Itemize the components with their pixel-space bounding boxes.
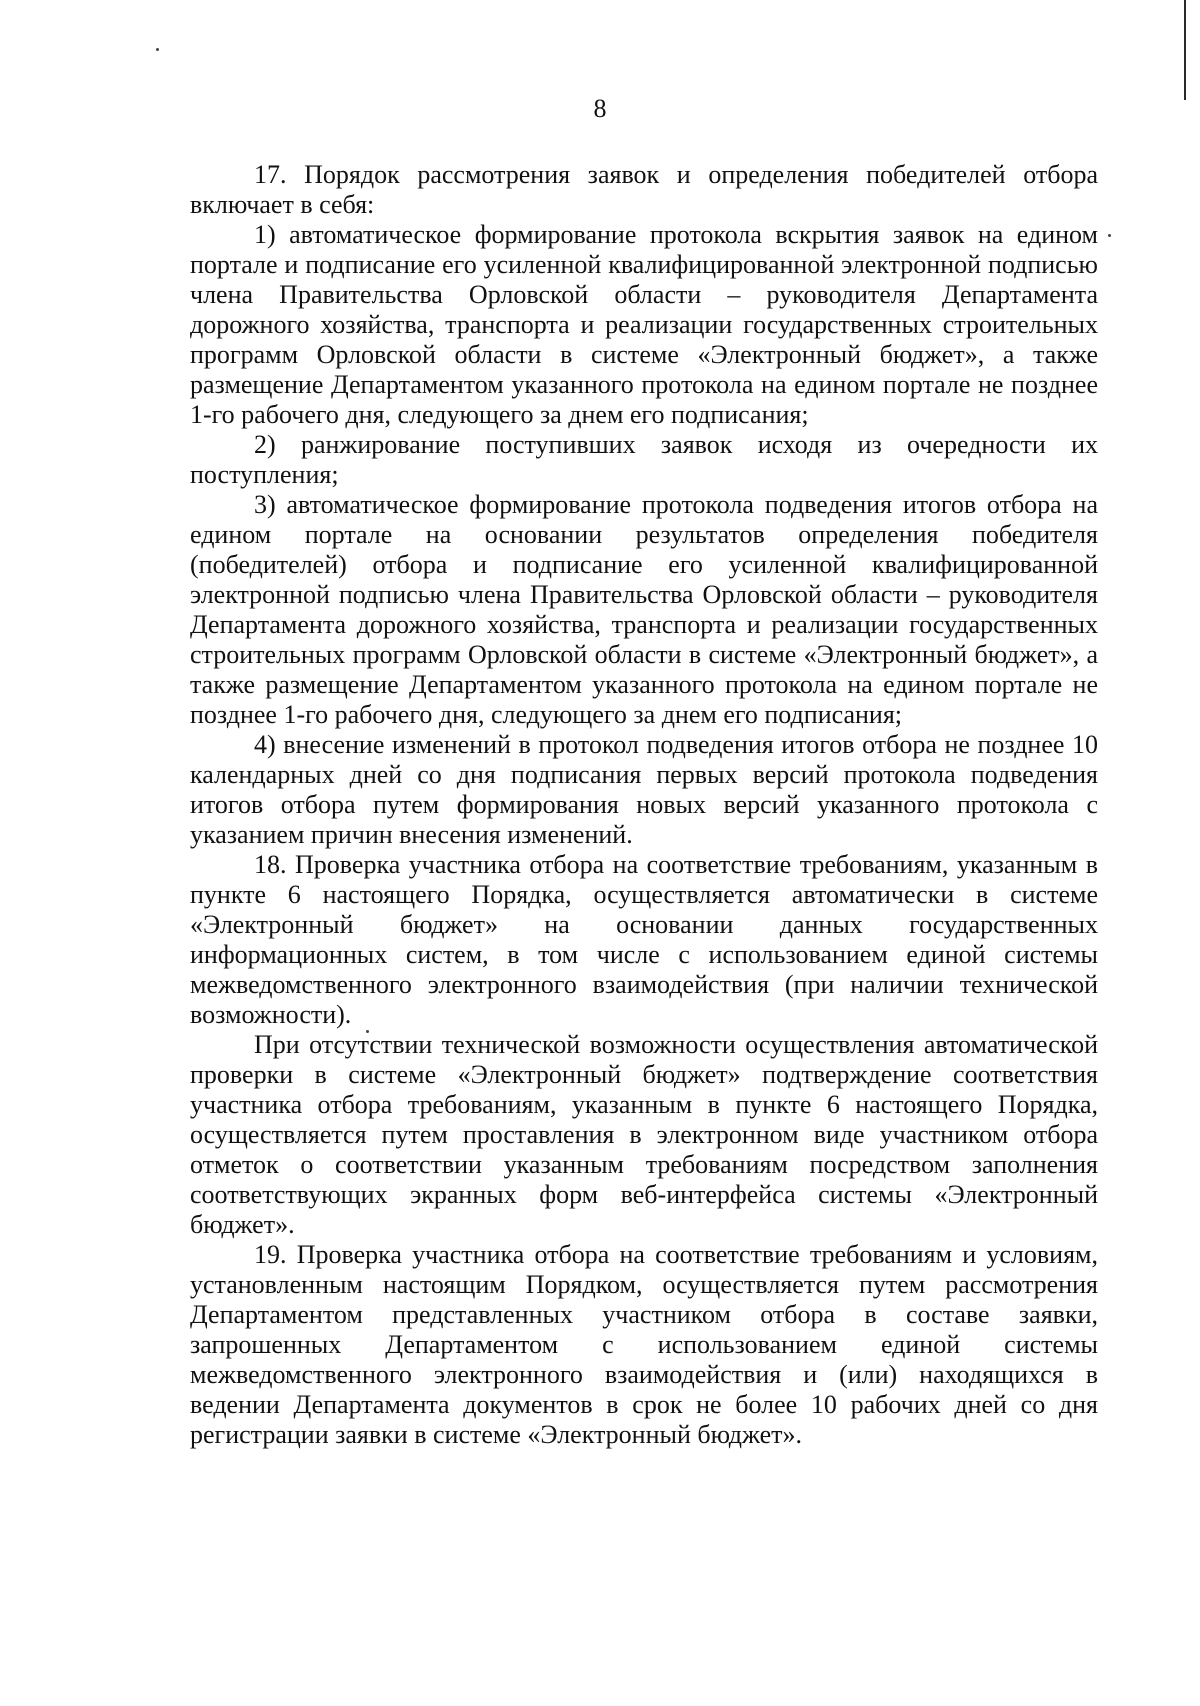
document-body — [190, 160, 1098, 1450]
paragraph-17-item-3: 3) автоматическое формирование протокола подведения итогов отбора на едином портале на основании результатов определения победителя (победителей) отбора и подписание его усиленной квалифицированной электронной подписью члена Правительства Орловской области – руководителя Департамента дорожного хозяйства, транспорта и реализации государственных строительных программ Орловской области в системе «Электронный бюджет», а также размещение Департаментом указанного протокола на едином портале не позднее 1-го рабочего дня, следующего за днем его подписания; — [190, 490, 1098, 729]
paragraph-17-item-4: 4) внесение изменений в протокол подведения итогов отбора не позднее 10 календарных дней со дня подписания первых версий протокола подведения итогов отбора путем формирования новых версий указанного протокола с указанием причин внесения изменений. — [190, 730, 1098, 849]
paragraph-17-item-2: 2) ранжирование поступивших заявок исходя из очередности их поступления; — [190, 430, 1098, 489]
scan-speck — [1108, 234, 1111, 237]
scan-edge-mark — [1184, 0, 1186, 100]
paragraph-17-item-1: 1) автоматическое формирование протокола вскрытия заявок на едином портале и подписание его усиленной квалифицированной электронной подписью члена Правительства Орловской области – руководителя Департамента дорожного хозяйства, транспорта и реализации государственных строительных программ Орловской области в системе «Электронный бюджет», а также размещение Департаментом указанного протокола на едином портале не позднее 1-го рабочего дня, следующего за днем его подписания; — [190, 220, 1098, 429]
paragraph-18: 18. Проверка участника отбора на соответствие требованиям, указанным в пункте 6 настоящего Порядка, осуществляется автоматически в системе «Электронный бюджет» на основании данных государственных информационных систем, в том числе с использованием единой системы межведомственного электронного взаимодействия (при наличии технической возможности). — [190, 850, 1098, 1029]
scan-speck — [156, 48, 159, 51]
paragraph-17: 17. Порядок рассмотрения заявок и определения победителей отбора включает в себя: — [190, 160, 1098, 219]
paragraph-19: 19. Проверка участника отбора на соответствие требованиям и условиям, установленным настоящим Порядком, осуществляется путем рассмотрения Департаментом представленных участником отбора в составе заявки, запрошенных Департаментом с использованием единой системы межведомственного электронного взаимодействия и (или) находящихся в ведении Департамента документов в срок не более 10 рабочих дней со дня регистрации заявки в системе «Электронный бюджет». — [190, 1240, 1098, 1449]
paragraph-18-continuation: При отсутствии технической возможности осуществления автоматической проверки в системе «Электронный бюджет» подтверждение соответствия участника отбора требованиям, указанным в пункте 6 настоящего Порядка, осуществляется путем проставления в электронном виде участником отбора отметок о соответствии указанным требованиям посредством заполнения соответствующих экранных форм веб-интерфейса системы «Электронный бюджет». — [190, 1030, 1098, 1239]
page-number: 8 — [593, 94, 607, 123]
